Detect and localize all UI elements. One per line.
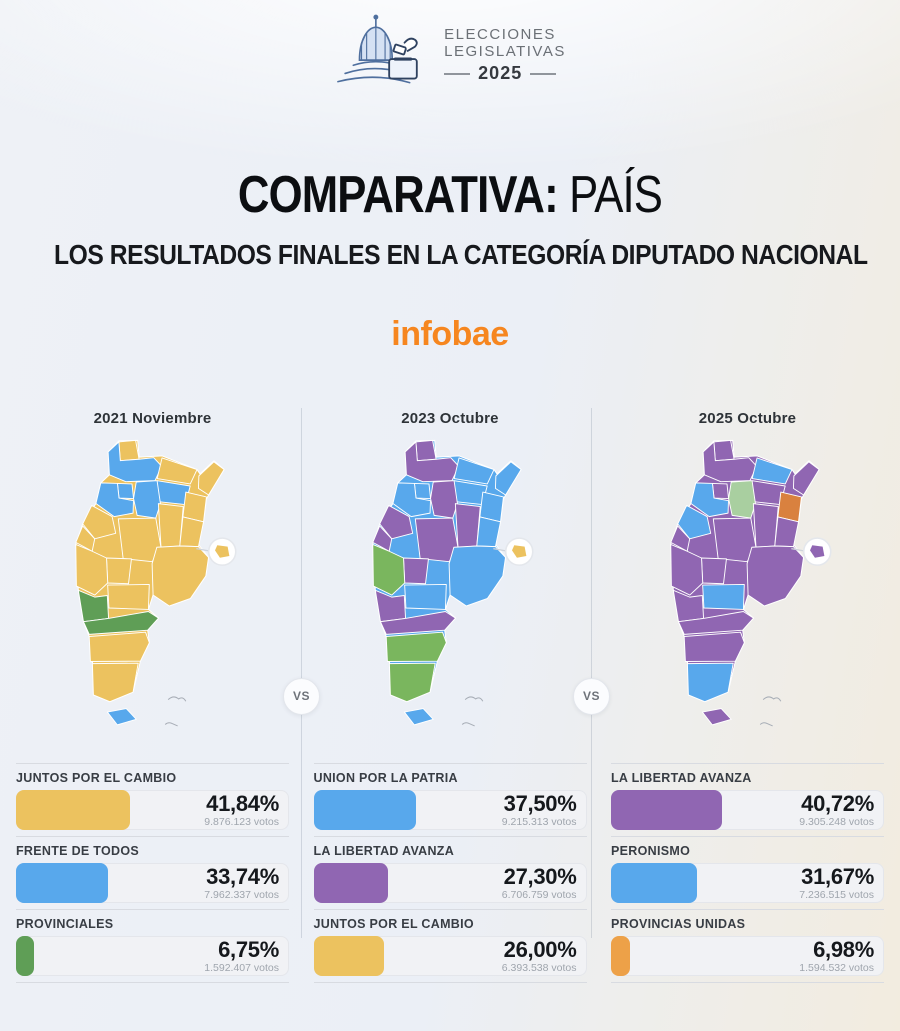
province-entre_rios: [179, 516, 203, 546]
bar-track: [314, 863, 587, 903]
islands-sketch: [462, 722, 475, 725]
elections-logo: [0, 12, 900, 98]
province-tucuman: [414, 483, 431, 498]
province-la_pampa: [701, 583, 743, 609]
page-title-light: PAÍS: [569, 166, 663, 224]
bar-fill: [611, 936, 630, 976]
bar-stats: [204, 865, 279, 901]
votes-value: 1.594.532 votos: [799, 961, 874, 974]
province-santiago: [430, 479, 458, 517]
bar-fill: [16, 790, 130, 830]
capitol-dome-ballot-icon: [334, 12, 430, 98]
bar-stats: [502, 792, 577, 828]
column-header: 2025 Octubre: [698, 409, 797, 427]
page-title-strong: COMPARATIVA:: [237, 166, 558, 224]
argentina-map-2025: [638, 435, 857, 754]
logo-line1: ELECCIONES: [444, 25, 556, 43]
bar-stats: [799, 792, 874, 828]
votes-value: 6.706.759 votos: [501, 888, 577, 901]
party-name: JUNTOS POR EL CAMBIO: [313, 916, 474, 931]
percent-value: 31,67%: [801, 863, 874, 889]
islands-sketch: [168, 696, 186, 701]
bar-fill: [611, 863, 697, 903]
bar-stats: [799, 865, 874, 901]
province-corrientes: [777, 492, 801, 522]
percent-value: 37,50%: [503, 790, 577, 816]
column-header: 2023 Octubre: [401, 409, 499, 427]
column-divider: [301, 408, 302, 938]
province-misiones: [198, 461, 224, 495]
party-name: PERONISMO: [611, 843, 691, 858]
election-column-2025: [611, 400, 884, 983]
infobae-logo: infobae: [391, 314, 509, 353]
page-title: [72, 168, 828, 223]
results-list: [314, 763, 587, 983]
logo-line2: LEGISLATIVAS: [444, 43, 566, 60]
islands-sketch: [465, 696, 483, 701]
party-name: FRENTE DE TODOS: [16, 843, 140, 858]
argentina-map-2021: [43, 435, 262, 754]
province-santa_cruz: [91, 661, 138, 702]
results-list: [16, 763, 289, 983]
votes-value: 1.592.407 votos: [204, 961, 279, 974]
result-row: [314, 763, 587, 836]
votes-value: 7.236.515 votos: [799, 888, 874, 901]
bar-track: [611, 790, 884, 830]
bar-track: [611, 863, 884, 903]
map-wrap: [611, 427, 884, 763]
percent-value: 41,84%: [206, 790, 279, 816]
province-tierra_del_fuego: [106, 707, 136, 725]
bar-track: [611, 936, 884, 976]
party-name: PROVINCIALES: [16, 916, 114, 931]
province-la_pampa: [106, 583, 148, 609]
bar-fill: [16, 863, 108, 903]
islands-sketch: [763, 696, 781, 701]
province-santa_fe: [454, 503, 480, 548]
vs-badge: VS: [283, 678, 320, 715]
election-column-2021: [16, 400, 289, 983]
bar-stats: [502, 865, 577, 901]
page-subtitle: LOS RESULTADOS FINALES EN LA CATEGORÍA DIPUTADO NACIONAL: [54, 238, 868, 270]
bar-stats: [204, 938, 279, 974]
bar-track: [314, 790, 587, 830]
province-san_luis: [700, 558, 726, 584]
bar-stats: [799, 938, 874, 974]
province-jujuy: [118, 439, 140, 461]
bar-stats: [204, 792, 279, 828]
province-san_luis: [105, 558, 131, 584]
party-name: LA LIBERTAD AVANZA: [313, 843, 455, 858]
percent-value: 40,72%: [801, 790, 874, 816]
province-corrientes: [480, 492, 504, 522]
province-santa_cruz: [686, 661, 733, 702]
logo-year: 2025: [478, 63, 523, 84]
party-name: LA LIBERTAD AVANZA: [611, 770, 752, 785]
votes-value: 6.393.538 votos: [501, 961, 577, 974]
province-san_luis: [403, 558, 429, 584]
election-column-2023: [314, 400, 587, 983]
province-santa_cruz: [388, 661, 435, 702]
results-list: [611, 763, 884, 983]
province-buenos_aires: [448, 545, 506, 607]
argentina-map-2023: [341, 435, 560, 754]
province-santiago: [727, 479, 755, 517]
votes-value: 9.215.313 votos: [501, 815, 577, 828]
province-jujuy: [713, 439, 735, 461]
comparison-area: [0, 400, 900, 983]
map-wrap: [16, 427, 289, 763]
province-tierra_del_fuego: [701, 707, 731, 725]
province-la_pampa: [404, 583, 446, 609]
logo-dash-right: [530, 73, 556, 75]
column-header: 2021 Noviembre: [93, 409, 212, 427]
bar-track: [314, 936, 587, 976]
bar-stats: [502, 938, 577, 974]
bar-fill: [314, 936, 385, 976]
province-buenos_aires: [150, 545, 208, 607]
logo-dash-left: [444, 73, 470, 75]
province-corrientes: [182, 492, 206, 522]
party-name: JUNTOS POR EL CAMBIO: [16, 770, 177, 785]
result-row: [611, 909, 884, 982]
result-row: [314, 909, 587, 982]
bar-fill: [611, 790, 722, 830]
bar-fill: [314, 790, 416, 830]
vs-badge: VS: [573, 678, 610, 715]
result-row: [16, 763, 289, 836]
result-row: [16, 909, 289, 982]
islands-sketch: [760, 722, 773, 725]
votes-value: 9.305.248 votos: [799, 815, 874, 828]
percent-value: 26,00%: [503, 936, 577, 962]
bar-track: [16, 936, 289, 976]
party-name: PROVINCIAS UNIDAS: [611, 916, 746, 931]
bar-track: [16, 863, 289, 903]
percent-value: 27,30%: [503, 863, 577, 889]
column-divider: [591, 408, 592, 938]
percent-value: 33,74%: [206, 863, 279, 889]
votes-value: 7.962.337 votos: [204, 888, 279, 901]
bar-fill: [16, 936, 34, 976]
province-misiones: [793, 461, 819, 495]
bar-track: [16, 790, 289, 830]
map-wrap: [314, 427, 587, 763]
islands-sketch: [165, 722, 178, 725]
percent-value: 6,75%: [218, 936, 279, 962]
province-tierra_del_fuego: [404, 707, 434, 725]
party-name: UNION POR LA PATRIA: [313, 770, 458, 785]
province-entre_rios: [774, 516, 798, 546]
result-row: [611, 836, 884, 909]
bar-fill: [314, 863, 389, 903]
percent-value: 6,98%: [813, 936, 874, 962]
province-buenos_aires: [745, 545, 803, 607]
result-row: [16, 836, 289, 909]
province-santiago: [132, 479, 160, 517]
result-row: [611, 763, 884, 836]
province-entre_rios: [477, 516, 501, 546]
result-row: [314, 836, 587, 909]
votes-value: 9.876.123 votos: [204, 815, 279, 828]
